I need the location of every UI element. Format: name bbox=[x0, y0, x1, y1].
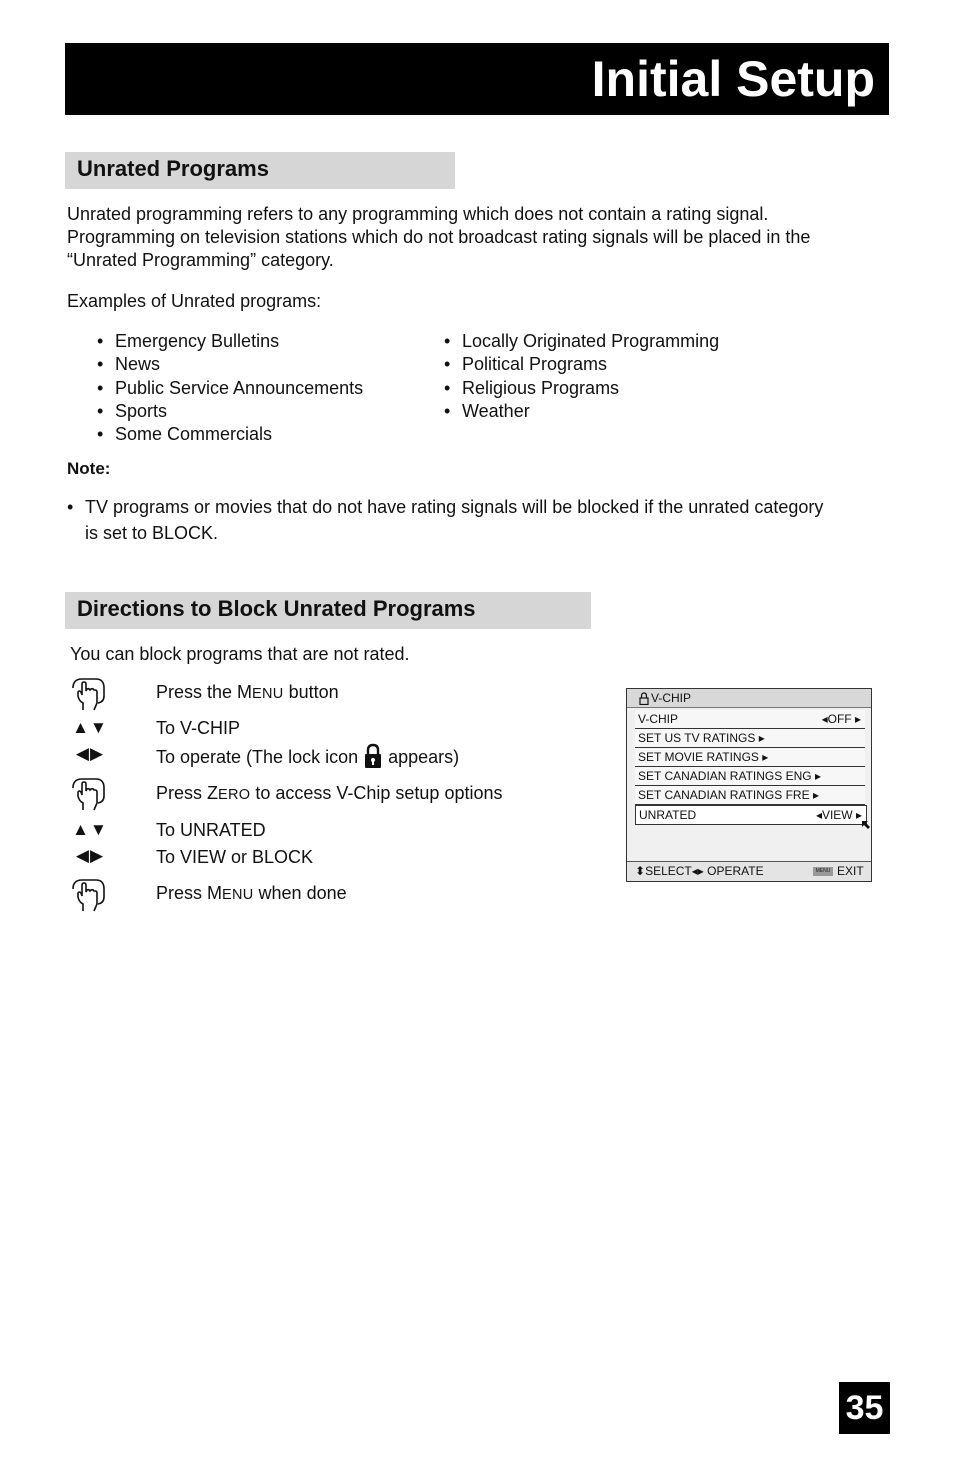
note-label: Note: bbox=[67, 459, 111, 478]
osd-footer bbox=[627, 861, 871, 881]
step-press-menu: Press the MENU button bbox=[156, 682, 339, 702]
osd-value: ◂VIEW ▸ bbox=[815, 808, 862, 822]
header-bar bbox=[65, 43, 889, 115]
osd-header bbox=[627, 689, 871, 708]
step-press-zero: Press ZERO to access V-Chip setup options bbox=[156, 783, 503, 803]
note-text bbox=[67, 494, 823, 546]
chevron-right-icon: ▸ bbox=[814, 769, 821, 783]
left-right-arrows-icon: ◀▶ bbox=[75, 744, 105, 763]
chevron-right-icon: ▸ bbox=[762, 750, 769, 764]
bullet: • bbox=[97, 331, 104, 351]
step-to-unrated: To UNRATED bbox=[156, 820, 266, 840]
hand-press-icon bbox=[70, 676, 106, 712]
list-item-text: Locally Originated Programming bbox=[462, 331, 720, 351]
list-item-text: Emergency Bulletins bbox=[115, 331, 280, 351]
section-heading-directions bbox=[65, 592, 591, 629]
intro-line: Programming on television stations which do not broadcast rating signals will be placed in the bbox=[67, 227, 811, 247]
list-item bbox=[97, 353, 363, 376]
intro-line: Unrated programming refers to any programming which does not contain a rating signal. bbox=[67, 204, 769, 224]
list-item-text: Sports bbox=[115, 400, 168, 421]
list-item bbox=[97, 377, 363, 400]
chevron-right-icon: ▸ bbox=[812, 788, 819, 802]
osd-row-canadian-eng[interactable]: SET CANADIAN RATINGS ENG ▸ bbox=[635, 767, 865, 786]
vchip-osd-menu bbox=[626, 688, 872, 882]
up-down-arrows-icon: ▲▼ bbox=[72, 718, 108, 737]
osd-row-vchip[interactable]: V-CHIP ◂OFF ▸ bbox=[635, 710, 865, 729]
left-right-arrows-icon: ◀▶ bbox=[75, 846, 105, 865]
note-line: is set to BLOCK. bbox=[85, 523, 219, 543]
bullet: • bbox=[444, 331, 451, 351]
step-press-menu-done: Press MENU when done bbox=[156, 883, 347, 903]
list-item bbox=[97, 330, 363, 353]
bullet: • bbox=[444, 354, 451, 375]
list-item bbox=[444, 377, 719, 400]
list-item bbox=[444, 330, 719, 353]
osd-value: ◂OFF ▸ bbox=[821, 712, 861, 726]
step-to-vchip: To V-CHIP bbox=[156, 718, 241, 738]
osd-row-movie-ratings[interactable]: SET MOVIE RATINGS ▸ bbox=[635, 748, 865, 767]
left-right-arrows-icon: ◂▸ bbox=[691, 864, 704, 878]
osd-title: V-CHIP bbox=[651, 691, 692, 705]
list-item-text: Weather bbox=[462, 400, 530, 421]
list-item bbox=[97, 423, 363, 446]
examples-list-left bbox=[97, 330, 363, 446]
osd-row-unrated[interactable]: UNRATED ◂VIEW ▸ bbox=[635, 805, 867, 825]
up-down-arrows-icon: ▲▼ bbox=[72, 820, 108, 839]
list-item bbox=[444, 353, 719, 376]
page-title: Initial Setup bbox=[591, 51, 875, 107]
bullet: • bbox=[444, 400, 451, 421]
bullet: • bbox=[97, 424, 104, 445]
intro-line: “Unrated Programming” category. bbox=[67, 250, 334, 270]
list-item bbox=[444, 400, 719, 423]
section-title: Directions to Block Unrated Programs bbox=[77, 596, 476, 621]
lock-icon bbox=[363, 743, 383, 769]
list-item-text: News bbox=[115, 354, 161, 375]
osd-footer-select: ⬍SELECT◂▸ OPERATE bbox=[635, 864, 764, 878]
bullet: • bbox=[97, 377, 104, 398]
step-view-or-block: To VIEW or BLOCK bbox=[156, 847, 314, 867]
section-title: Unrated Programs bbox=[77, 156, 269, 181]
list-item-text: Public Service Announcements bbox=[115, 377, 364, 398]
note-line: TV programs or movies that do not have rating signals will be blocked if the unrated category bbox=[85, 497, 824, 517]
examples-list-right bbox=[444, 330, 719, 423]
osd-footer-exit: EXIT bbox=[837, 864, 864, 878]
intro-paragraph bbox=[67, 203, 810, 272]
list-item-text: Religious Programs bbox=[462, 377, 620, 398]
bullet: • bbox=[444, 377, 451, 398]
bullet: • bbox=[97, 400, 104, 421]
hand-press-icon bbox=[70, 877, 106, 913]
bullet: • bbox=[67, 497, 74, 517]
menu-key-icon: MENU bbox=[813, 867, 833, 876]
osd-row-us-tv-ratings[interactable]: SET US TV RATINGS ▸ bbox=[635, 729, 865, 748]
page-number: 35 bbox=[839, 1382, 890, 1434]
section-heading-unrated bbox=[65, 152, 455, 189]
examples-label: Examples of Unrated programs: bbox=[67, 291, 322, 311]
directions-intro: You can block programs that are not rated. bbox=[70, 644, 410, 664]
osd-row-canadian-fre[interactable]: SET CANADIAN RATINGS FRE ▸ bbox=[635, 786, 865, 805]
list-item bbox=[97, 400, 363, 423]
bullet: • bbox=[97, 354, 104, 375]
cursor-arrow-icon bbox=[861, 820, 871, 830]
list-item-text: Some Commercials bbox=[115, 424, 273, 445]
hand-press-icon bbox=[70, 776, 106, 812]
lock-icon bbox=[639, 692, 649, 705]
list-item-text: Political Programs bbox=[462, 354, 608, 375]
chevron-right-icon: ▸ bbox=[758, 731, 765, 745]
step-operate: To operate (The lock icon appears) bbox=[156, 743, 459, 769]
